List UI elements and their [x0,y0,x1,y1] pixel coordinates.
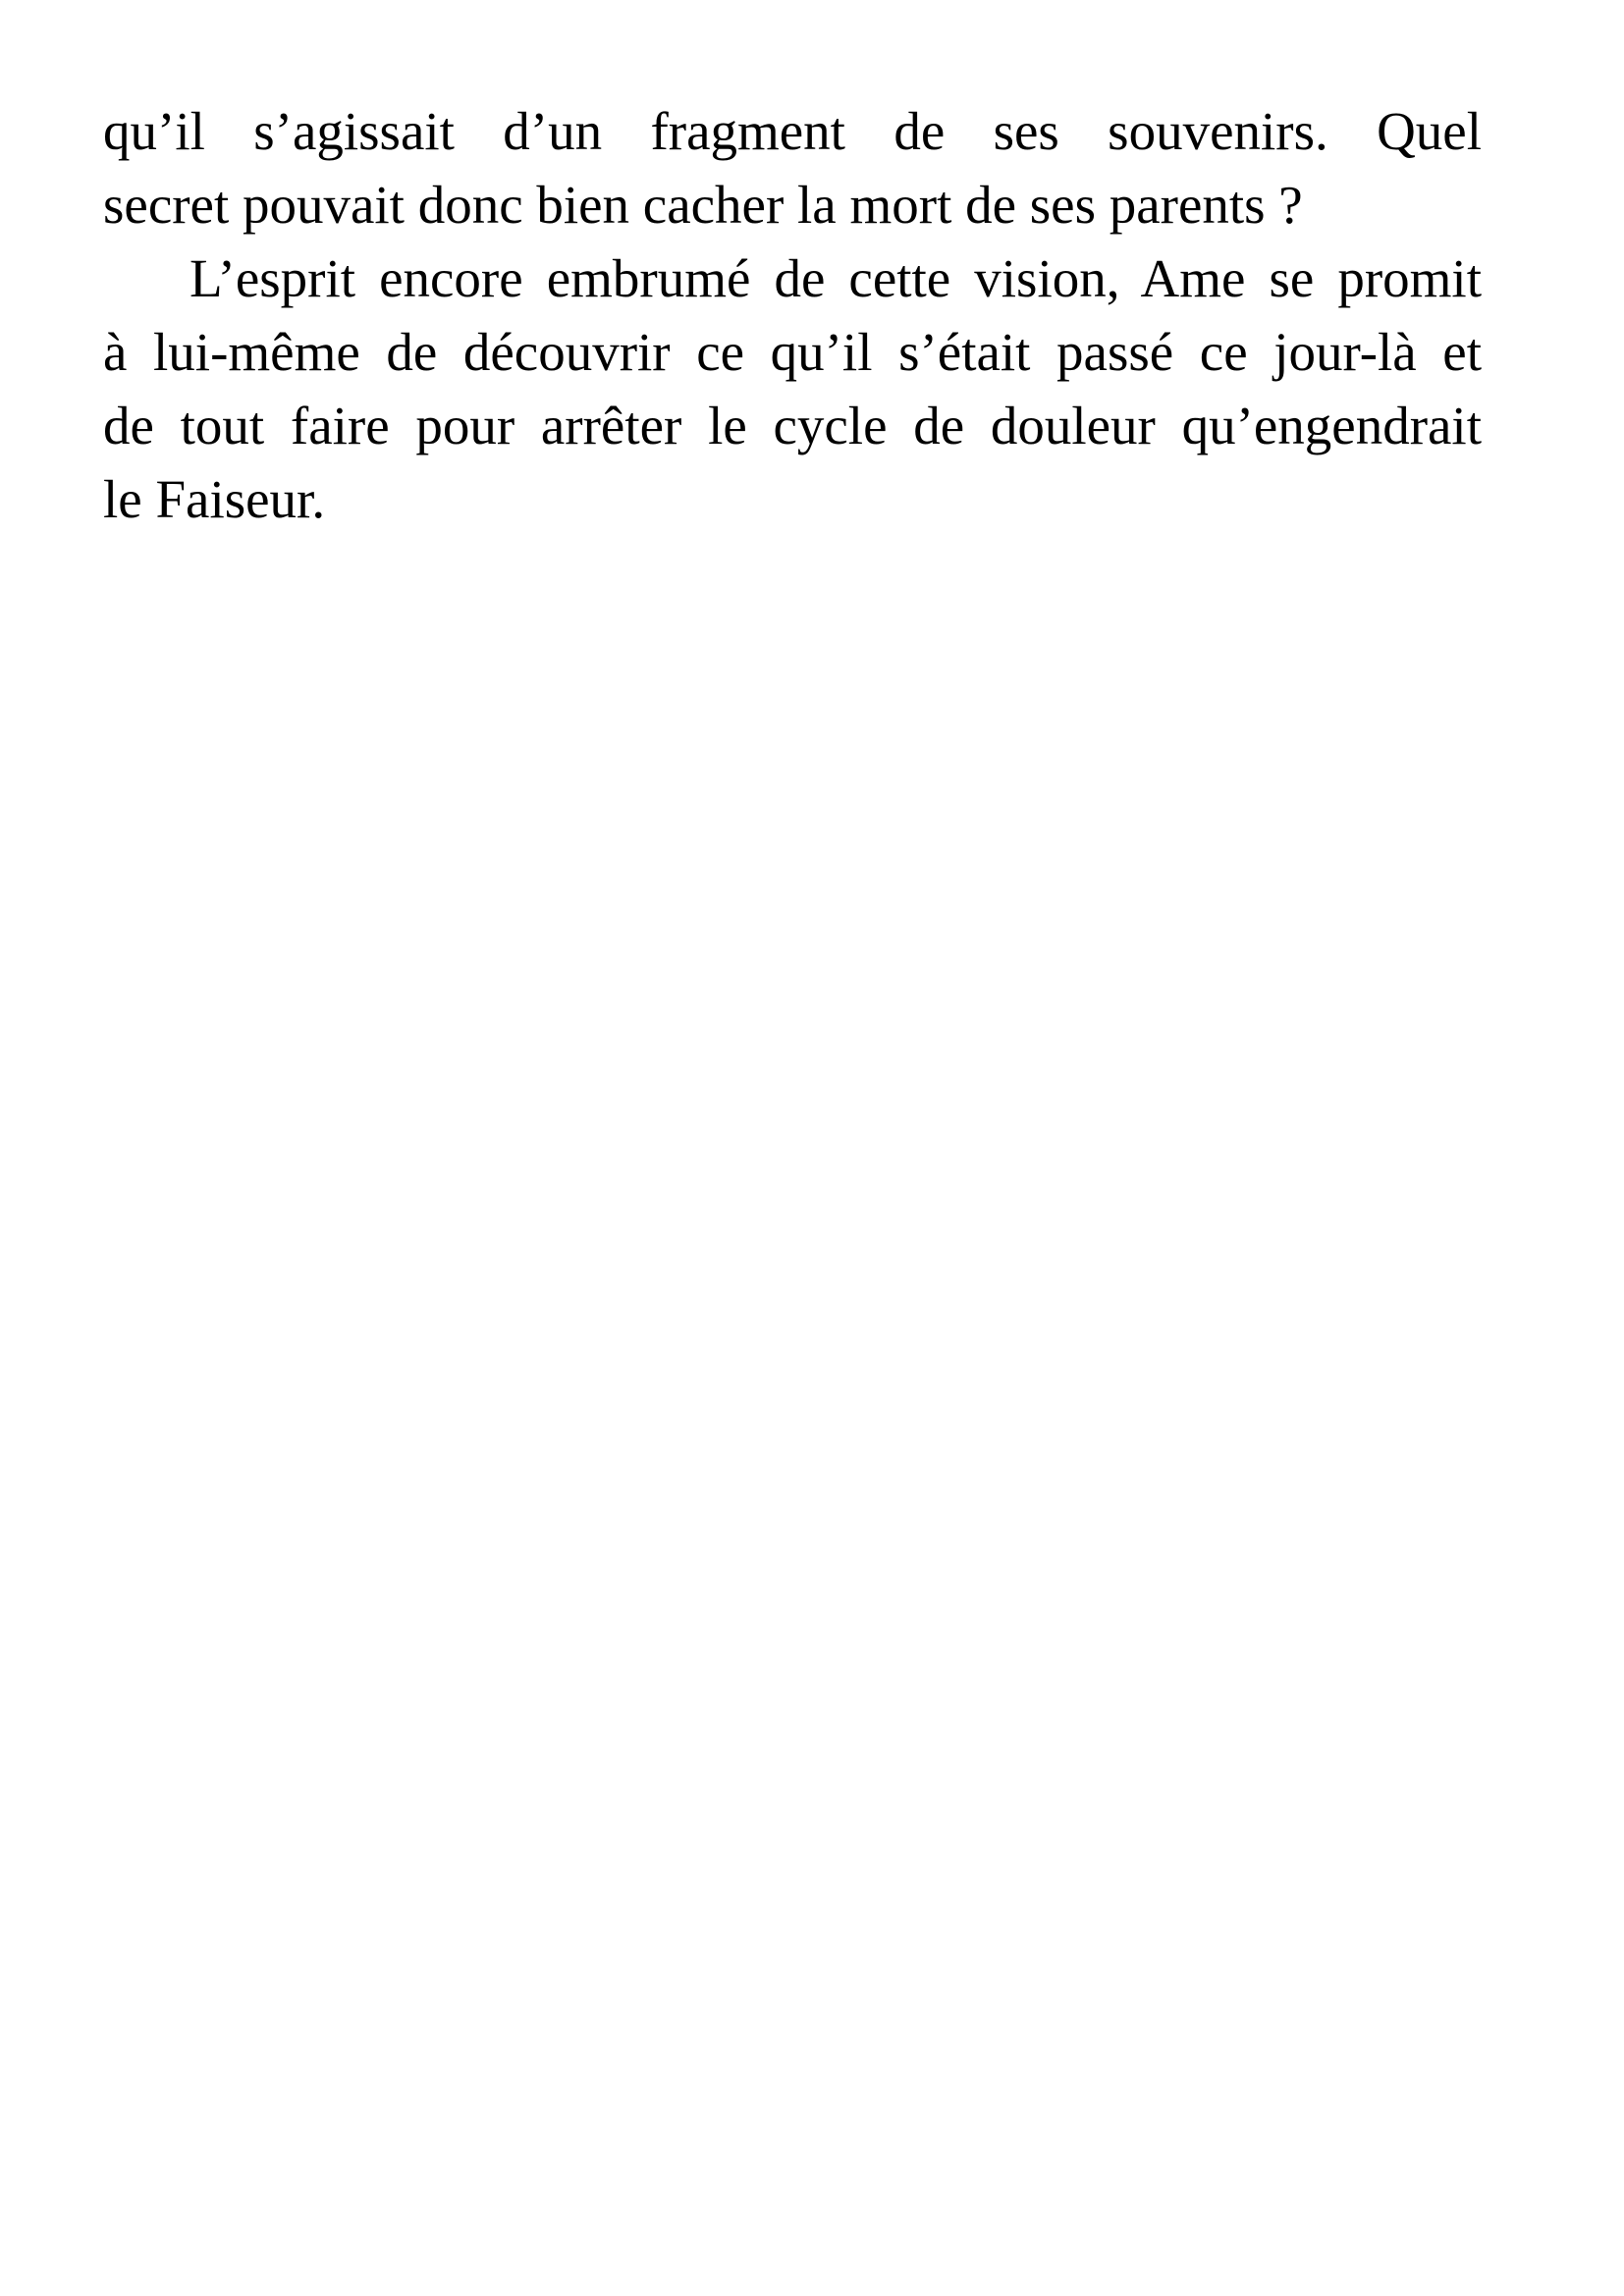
text-line: le Faiseur. [103,469,326,529]
page-text-block [103,94,1482,536]
text-line: secret pouvait donc bien cacher la mort de ses parents ? [103,175,1303,235]
text-line: L’esprit encore embrumé de cette vision, Ame se promit [189,248,1482,308]
paragraph [103,94,1482,241]
text-line: de tout faire pour arrêter le cycle de douleur qu’engendrait [103,396,1482,455]
paragraph [103,241,1482,536]
text-line: qu’il s’agissait d’un fragment de ses souvenirs. Quel [103,101,1482,161]
text-line: à lui-même de découvrir ce qu’il s’était passé ce jour-là et [103,322,1482,382]
